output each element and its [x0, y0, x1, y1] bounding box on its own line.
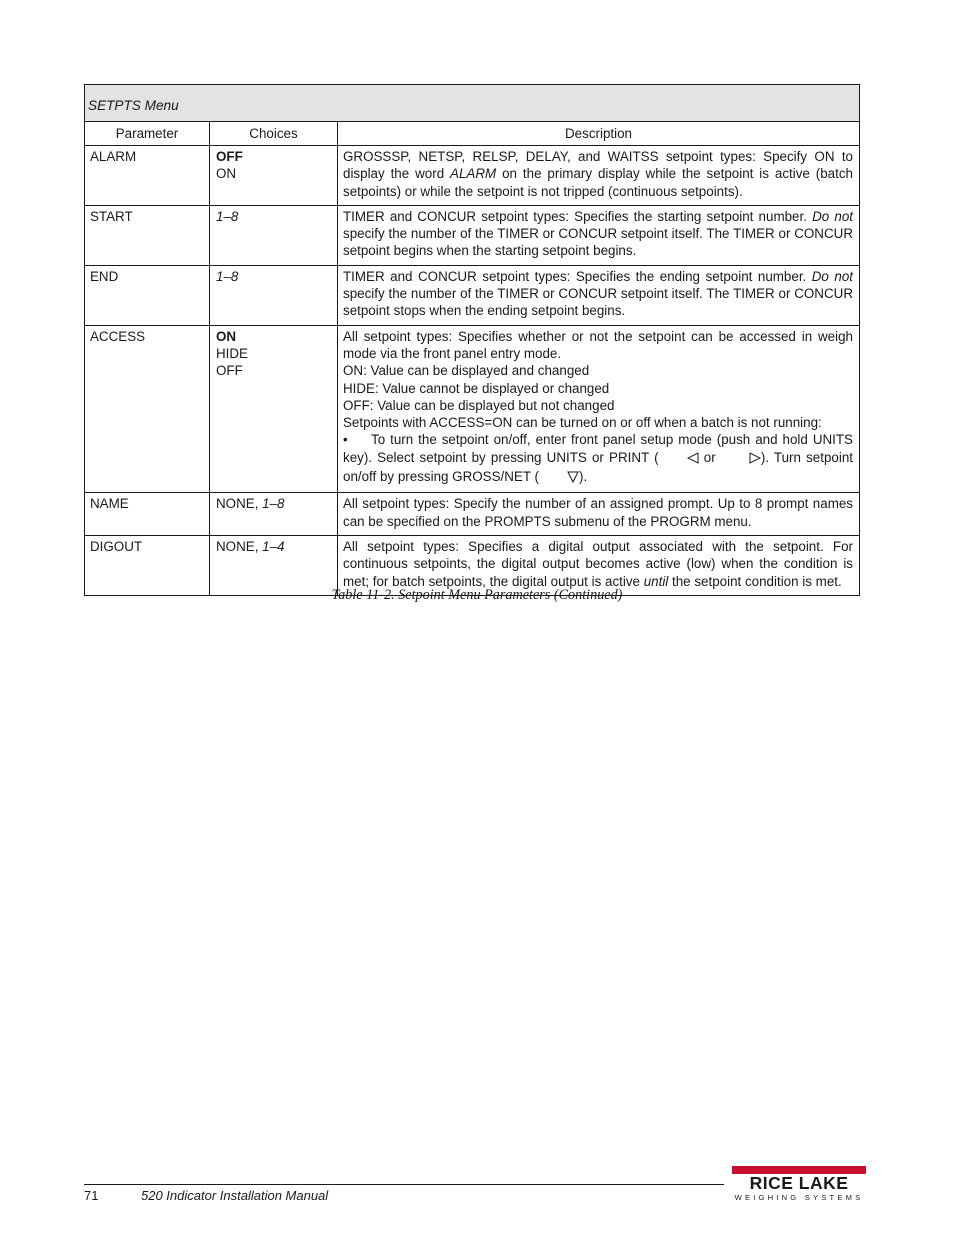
- choices-name: [210, 493, 338, 536]
- choice: NONE,: [216, 538, 263, 554]
- desc-option-on: ON: Value can be displayed and changed: [343, 363, 590, 379]
- choice: OFF: [216, 363, 243, 379]
- desc-text: or: [698, 449, 721, 465]
- table-caption: Table 11-2. Setpoint Menu Parameters (Continued): [331, 587, 623, 603]
- desc-batch-note: Setpoints with ACCESS=ON can be turned on or off when a batch is not running:: [343, 415, 822, 431]
- header-description: Description: [338, 122, 860, 146]
- right-arrow-key-icon: [721, 451, 761, 468]
- desc-text: All setpoint types: Specifies a digital output associated with the setpoint. For continuous setpoints, the digital output becomes active (low) when the condition is met; for batch setpoints, the digital output is active: [343, 538, 853, 589]
- desc-text: the setpoint condition is met.: [668, 573, 842, 589]
- desc-text: To turn the setpoint on/off, enter front panel setup mode (push and hold UNITS key). Select setpoint by pressing UNITS or PRINT (: [343, 432, 853, 465]
- desc-text: on the primary display while the setpoint is active (batch setpoints) or while the setpoint is not tripped (continuous setpoints).: [343, 166, 853, 199]
- table-row: [85, 146, 860, 206]
- desc-text: GROSSSP, NETSP, RELSP, DELAY, and WAITSS setpoint types: Specify ON to display the word: [343, 149, 853, 182]
- setpts-menu-table: [84, 84, 860, 596]
- bullet-text: [343, 431, 853, 487]
- param-name: NAME: [85, 493, 210, 536]
- manual-title: 520 Indicator Installation Manual: [141, 1188, 329, 1203]
- choices-access: [210, 325, 338, 493]
- down-arrow-key-icon: [539, 470, 579, 487]
- desc-start: [338, 205, 860, 265]
- left-arrow-key-icon: [659, 451, 699, 468]
- desc-access: [338, 325, 860, 493]
- choice-default: ON: [216, 328, 237, 344]
- header-row: [85, 122, 860, 146]
- desc-end: [338, 265, 860, 325]
- table-row: [85, 205, 860, 265]
- bullet-marker: •: [343, 432, 348, 448]
- desc-emphasis: ALARM: [450, 166, 497, 182]
- choice: NONE,: [216, 496, 263, 512]
- param-alarm: ALARM: [85, 146, 210, 206]
- desc-text: ). Turn setpoint on/off by pressing GROSS/NET (: [343, 449, 853, 485]
- desc-alarm: [338, 146, 860, 206]
- logo-name: RICE LAKE: [749, 1173, 849, 1193]
- param-digout: DIGOUT: [85, 535, 210, 595]
- footer-divider: [84, 1184, 724, 1185]
- choice: HIDE: [216, 345, 248, 361]
- desc-option-off: OFF: Value can be displayed but not changed: [343, 397, 615, 413]
- desc-text: TIMER and CONCUR setpoint types: Specifies the starting setpoint number.: [343, 208, 813, 224]
- param-end: END: [85, 265, 210, 325]
- table-row: [85, 325, 860, 493]
- desc-text: specify the number of the TIMER or CONCUR setpoint itself. The TIMER or CONCUR setpoint begins when the starting setpoint begins.: [343, 226, 853, 259]
- choices-start: 1–8: [210, 205, 338, 265]
- header-choices: Choices: [210, 122, 338, 146]
- choice-range: 1–4: [262, 538, 285, 554]
- menu-title: SETPTS Menu: [85, 85, 860, 122]
- desc-text: TIMER and CONCUR setpoint types: Specifies the ending setpoint number.: [343, 268, 812, 284]
- header-parameter: Parameter: [85, 122, 210, 146]
- choice: ON: [216, 166, 237, 182]
- param-start: START: [85, 205, 210, 265]
- param-access: ACCESS: [85, 325, 210, 493]
- table-row: [85, 265, 860, 325]
- choices-end: 1–8: [210, 265, 338, 325]
- logo-subtitle: WEIGHING SYSTEMS: [734, 1193, 864, 1202]
- desc-option-hide: HIDE: Value cannot be displayed or changed: [343, 380, 610, 396]
- choices-alarm: [210, 146, 338, 206]
- desc-emphasis: Do not: [811, 268, 853, 284]
- desc-text: specify the number of the TIMER or CONCUR setpoint itself. The TIMER or CONCUR setpoint stops when the ending setpoint begins.: [343, 286, 853, 319]
- desc-emphasis: until: [643, 573, 669, 589]
- page-number: 71: [84, 1188, 99, 1203]
- choice-default: OFF: [216, 149, 243, 164]
- desc-emphasis: Do not: [812, 208, 853, 224]
- desc-intro: All setpoint types: Specifies whether or not the setpoint can be accessed in weigh mode via the front panel entry mode.: [343, 328, 853, 361]
- choice-range: 1–8: [262, 496, 285, 512]
- desc-text: ).: [578, 469, 588, 485]
- desc-name: All setpoint types: Specify the number of an assigned prompt. Up to 8 prompt names can be specified on the PROMPTS submenu of the PROGRM menu.: [338, 493, 860, 536]
- table-row: [85, 493, 860, 536]
- rice-lake-logo: [730, 1166, 868, 1206]
